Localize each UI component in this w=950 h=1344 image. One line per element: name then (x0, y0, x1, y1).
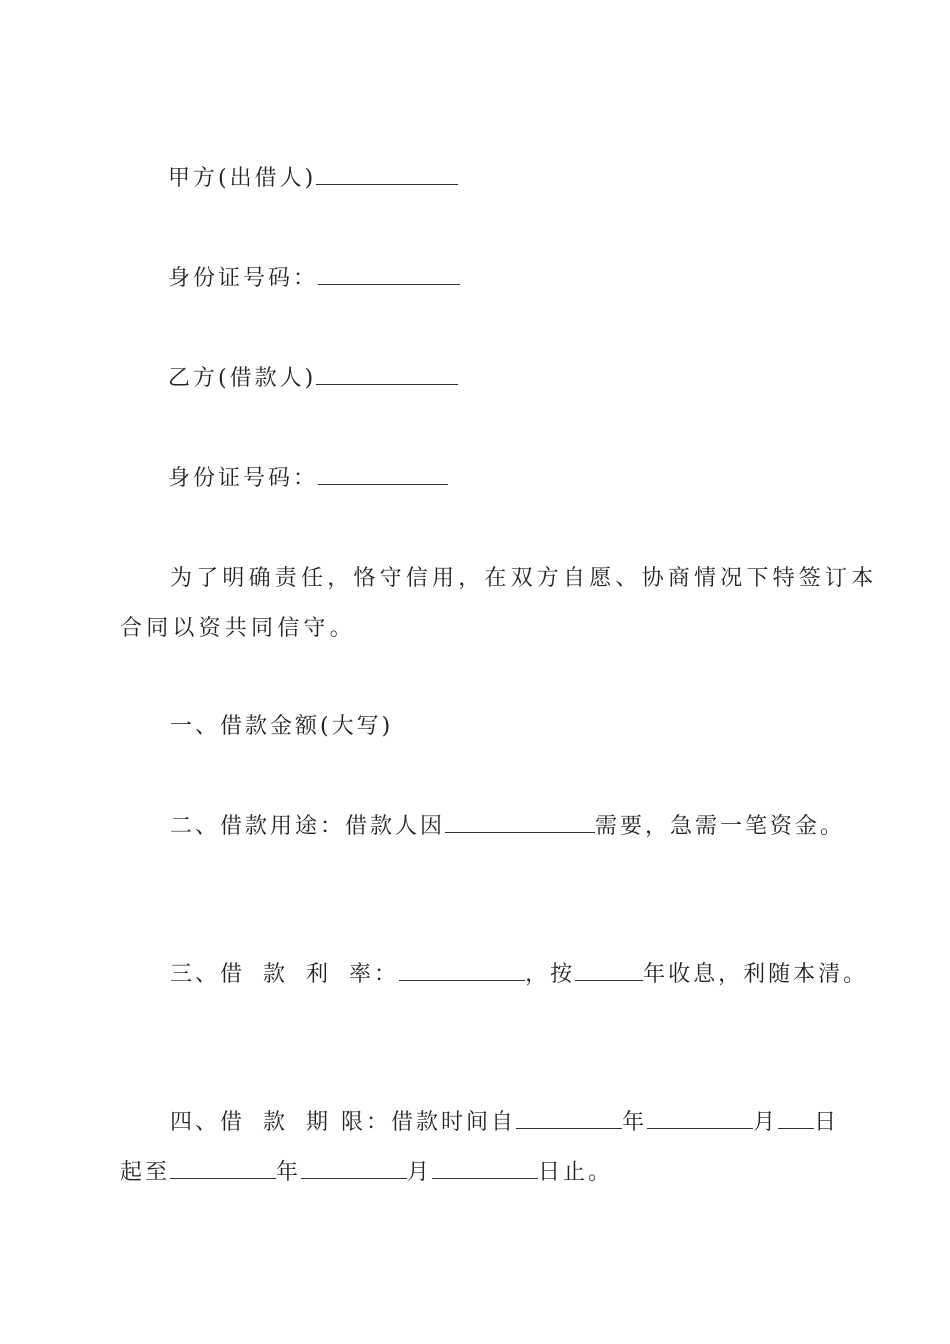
rate-blank[interactable] (399, 960, 525, 981)
clause-3-char-4: 率： (349, 962, 400, 987)
clause-3-suffix: 年收息，利随本清。 (643, 962, 869, 987)
clause-2-prefix: 二、借款用途：借款人因 (170, 814, 446, 839)
id-a-row (168, 264, 460, 294)
intro-line-2: 合同以资共同信守。 (120, 616, 356, 641)
clause-3-char-3: 利 (306, 962, 332, 987)
clause-4-char-3: 期 (306, 1110, 332, 1135)
clause-4-char-2: 款 (263, 1110, 289, 1135)
id-b-row (168, 464, 448, 494)
clause-2-suffix: 需要，急需一笔资金。 (595, 814, 846, 839)
period-blank[interactable] (575, 960, 643, 981)
party-a-label: 甲方(出借人) (168, 166, 317, 191)
start-day-label: 日 (814, 1110, 840, 1135)
party-b-label: 乙方(借款人) (168, 366, 317, 391)
end-month-label: 月 (407, 1160, 433, 1185)
clause-4-line-2 (120, 1158, 613, 1188)
party-b-row (168, 364, 458, 394)
start-month-blank[interactable] (647, 1108, 753, 1129)
clause-3-char-2: 款 (263, 962, 289, 987)
clause-4-line-2-prefix: 起至 (120, 1160, 171, 1185)
end-month-blank[interactable] (301, 1158, 407, 1179)
party-a-blank[interactable] (316, 164, 458, 185)
party-a-row (168, 164, 458, 194)
id-b-label: 身份证号码： (168, 466, 319, 491)
id-b-blank[interactable] (318, 464, 448, 485)
purpose-blank[interactable] (445, 812, 595, 833)
end-year-blank[interactable] (170, 1158, 276, 1179)
start-year-blank[interactable] (516, 1108, 622, 1129)
clause-3 (170, 960, 868, 990)
clause-4-prefix: 四、借 (170, 1110, 246, 1135)
id-a-label: 身份证号码： (168, 266, 319, 291)
clause-1: 一、借款金额(大写) (170, 714, 394, 739)
clause-4-char-4: 限：借款时间自 (341, 1110, 517, 1135)
end-day-label: 日止。 (538, 1160, 614, 1185)
clause-3-mid: ，按 (525, 962, 576, 987)
clause-4-line-1 (170, 1108, 839, 1138)
id-a-blank[interactable] (318, 264, 460, 285)
end-year-label: 年 (276, 1160, 302, 1185)
end-day-blank[interactable] (432, 1158, 538, 1179)
start-year-label: 年 (622, 1110, 648, 1135)
party-b-blank[interactable] (316, 364, 458, 385)
clause-2 (170, 812, 845, 842)
start-day-blank[interactable] (778, 1108, 814, 1129)
start-month-label: 月 (753, 1110, 779, 1135)
intro-line-1: 为了明确责任，恪守信用，在双方自愿、协商情况下特签订本 (170, 566, 878, 591)
clause-3-prefix: 三、借 (170, 962, 246, 987)
